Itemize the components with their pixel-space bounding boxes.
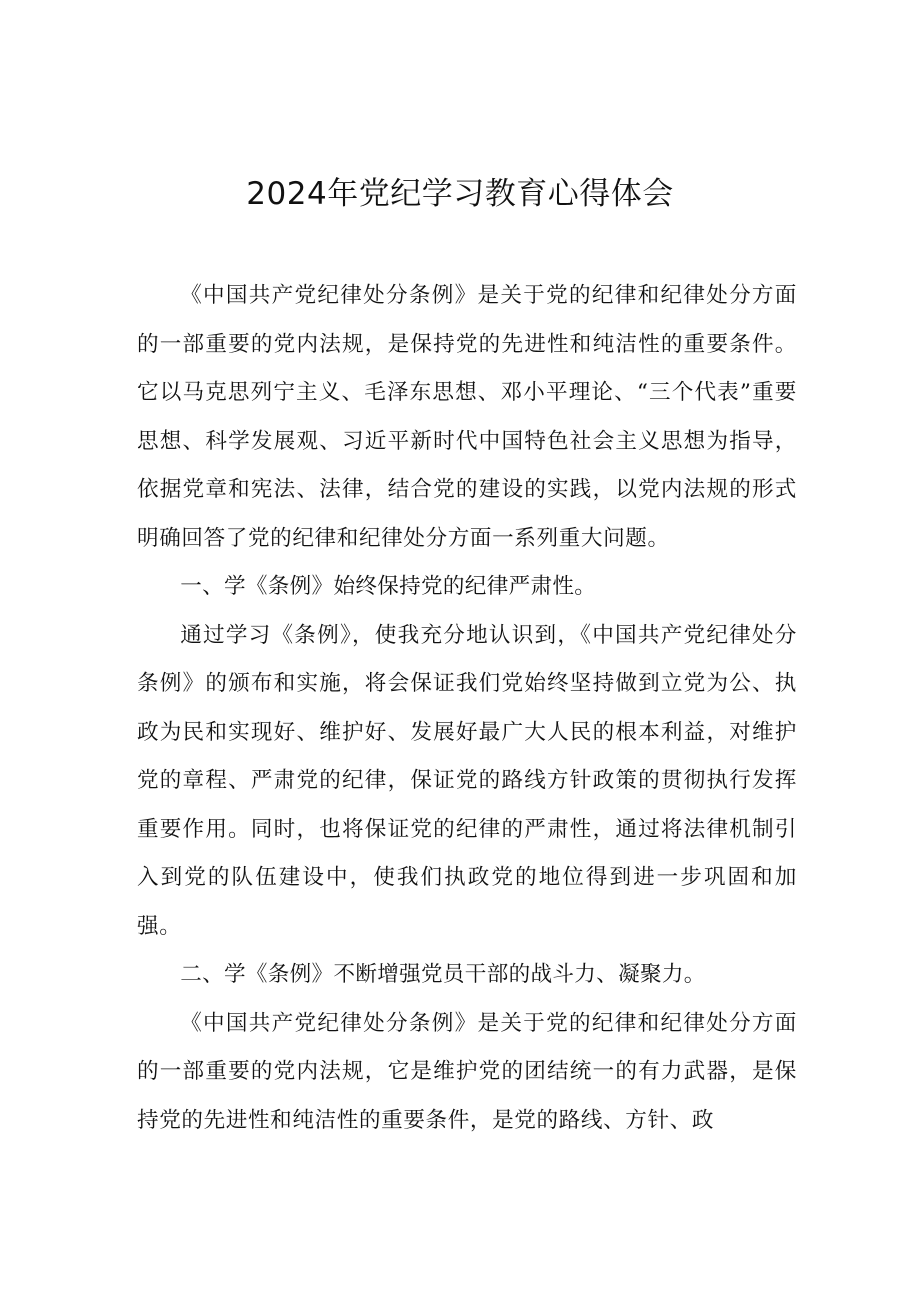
- section-1-paragraph: 通过学习《条例》，使我充分地认识到，《中国共产党纪律处分条例》的颁布和实施，将会保证我们党始终坚持做到立党为公、执政为民和实现好、维护好、发展好最广大人民的根本利益，对维护党的章程、严肃党的纪律，保证党的路线方针政策的贯彻执行发挥重要作用。同时，也将保证党的纪律的严肃性，通过将法律机制引入到党的队伍建设中，使我们执政党的地位得到进一步巩固和加强。: [137, 622, 797, 939]
- document-title: 2024年党纪学习教育心得体会: [246, 176, 674, 212]
- section-2-paragraph: 《中国共产党纪律处分条例》是关于党的纪律和纪律处分方面的一部重要的党内法规，它是维护党的团结统一的有力武器，是保持党的先进性和纯洁性的重要条件，是党的路线、方针、政: [137, 1010, 797, 1133]
- document-body: [137, 272, 797, 1145]
- section-heading-2: 二、学《条例》不断增强党员干部的战斗力、凝聚力。: [180, 962, 706, 987]
- section-heading-1: 一、学《条例》始终保持党的纪律严肃性。: [180, 574, 597, 599]
- intro-paragraph: 《中国共产党纪律处分条例》是关于党的纪律和纪律处分方面的一部重要的党内法规，是保持党的先进性和纯洁性的重要条件。它以马克思列宁主义、毛泽东思想、邓小平理论、“三个代表”重要思想、科学发展观、习近平新时代中国特色社会主义思想为指导，依据党章和宪法、法律，结合党的建设的实践，以党内法规的形式明确回答了党的纪律和纪律处分方面一系列重大问题。: [137, 283, 797, 551]
